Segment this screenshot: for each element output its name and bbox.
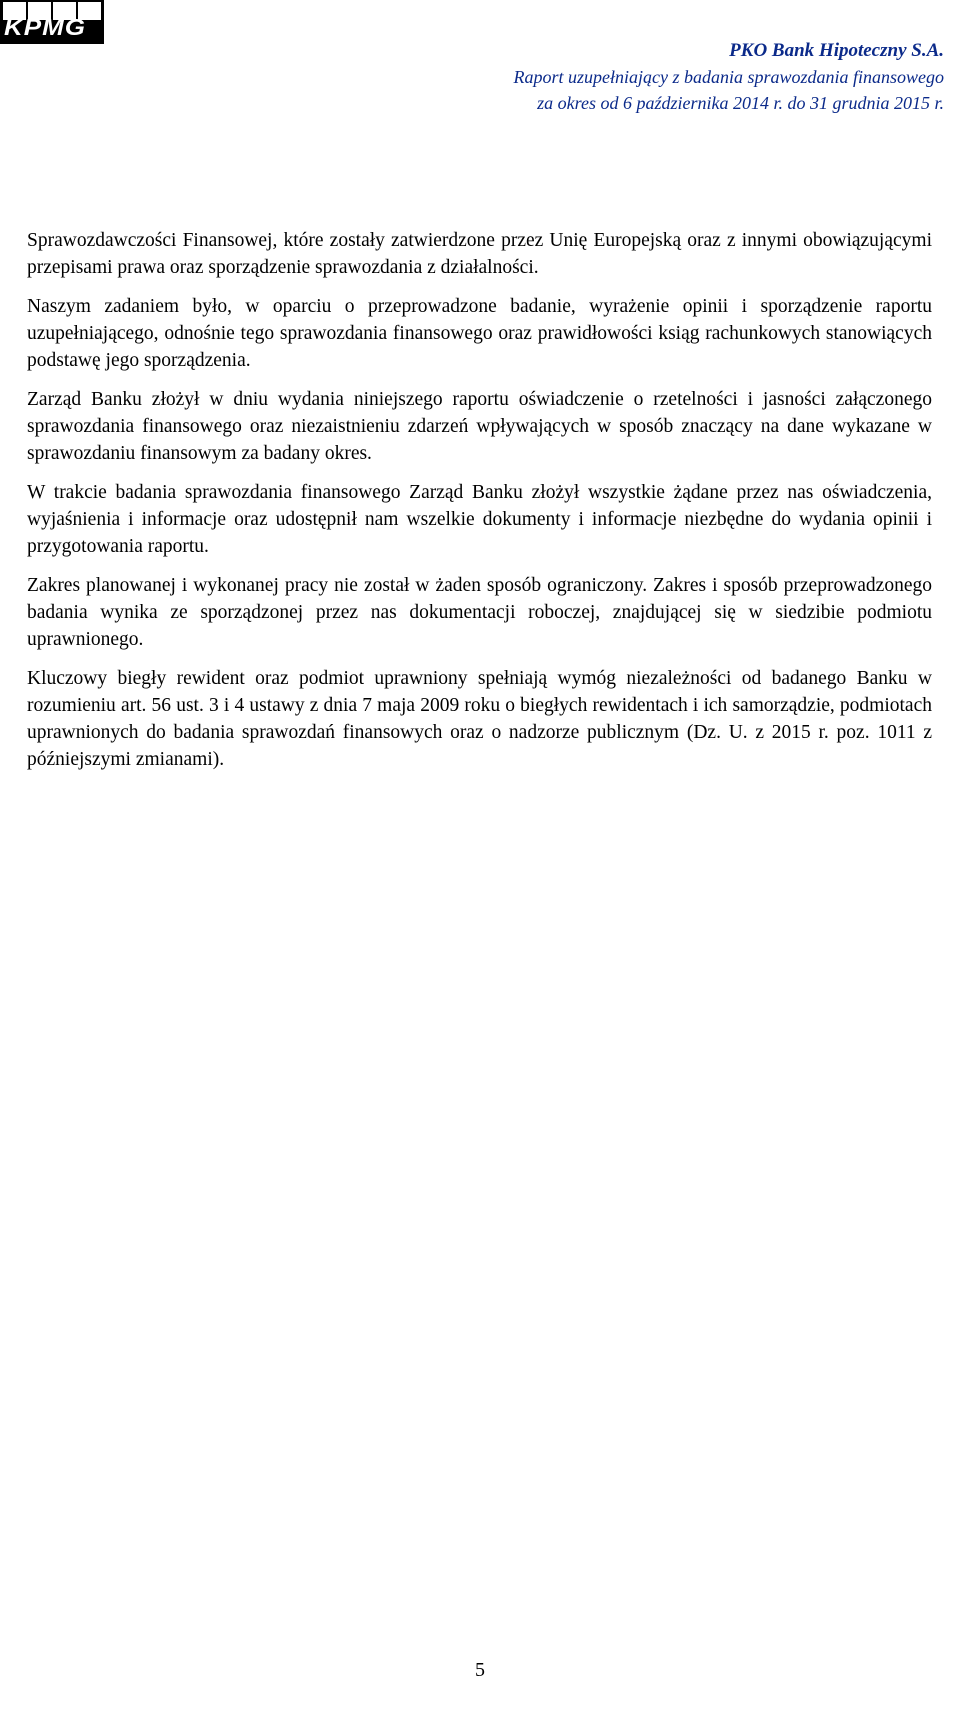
page-number: 5 xyxy=(475,1659,485,1681)
header-report-period: za okres od 6 października 2014 r. do 31 grudnia 2015 r. xyxy=(537,93,944,113)
header-company-name: PKO Bank Hipoteczny S.A. xyxy=(729,40,944,61)
paragraph: Sprawozdawczości Finansowej, które zostały zatwierdzone przez Unię Europejską oraz z innymi obowiązującymi przepisami prawa oraz sporządzenie sprawozdania z działalności. xyxy=(27,230,932,278)
paragraph: W trakcie badania sprawozdania finansowego Zarząd Banku złożył wszystkie żądane przez nas oświadczenia, wyjaśnienia i informacje oraz udostępnił nam wszelkie dokumenty i informacje niezbędne do wydania opinii i przygotowania raportu. xyxy=(27,482,932,557)
document-header xyxy=(513,38,944,116)
kpmg-logo xyxy=(0,0,104,44)
header-report-title: Raport uzupełniający z badania sprawozdania finansowego xyxy=(513,67,944,87)
paragraph: Zarząd Banku złożył w dniu wydania niniejszego raportu oświadczenie o rzetelności i jasności załączonego sprawozdania finansowego oraz niezaistnieniu zdarzeń wpływających w sposób znaczący na dane wykazane w sprawozdaniu finansowym za badany okres. xyxy=(27,389,932,464)
document-body xyxy=(27,227,932,785)
paragraph: Naszym zadaniem było, w oparciu o przeprowadzone badanie, wyrażenie opinii i sporządzenie raportu uzupełniającego, odnośnie tego sprawozdania finansowego oraz prawidłowości ksiąg rachunkowych stanowiących podstawę jego sporządzenia. xyxy=(27,296,932,371)
logo-text: KPMG xyxy=(4,13,86,41)
paragraph: Zakres planowanej i wykonanej pracy nie został w żaden sposób ograniczony. Zakres i sposób przeprowadzonego badania wynika ze sporządzonej przez nas dokumentacji roboczej, znajdującej się w siedzibie podmiotu uprawnionego. xyxy=(27,575,932,650)
paragraph: Kluczowy biegły rewident oraz podmiot uprawniony spełniają wymóg niezależności od badanego Banku w rozumieniu art. 56 ust. 3 i 4 ustawy z dnia 7 maja 2009 roku o biegłych rewidentach i ich samorządzie, podmiotach uprawnionych do badania sprawozdań finansowych oraz o nadzorze publicznym (Dz. U. z 2015 r. poz. 1011 z późniejszymi zmianami). xyxy=(27,668,932,770)
